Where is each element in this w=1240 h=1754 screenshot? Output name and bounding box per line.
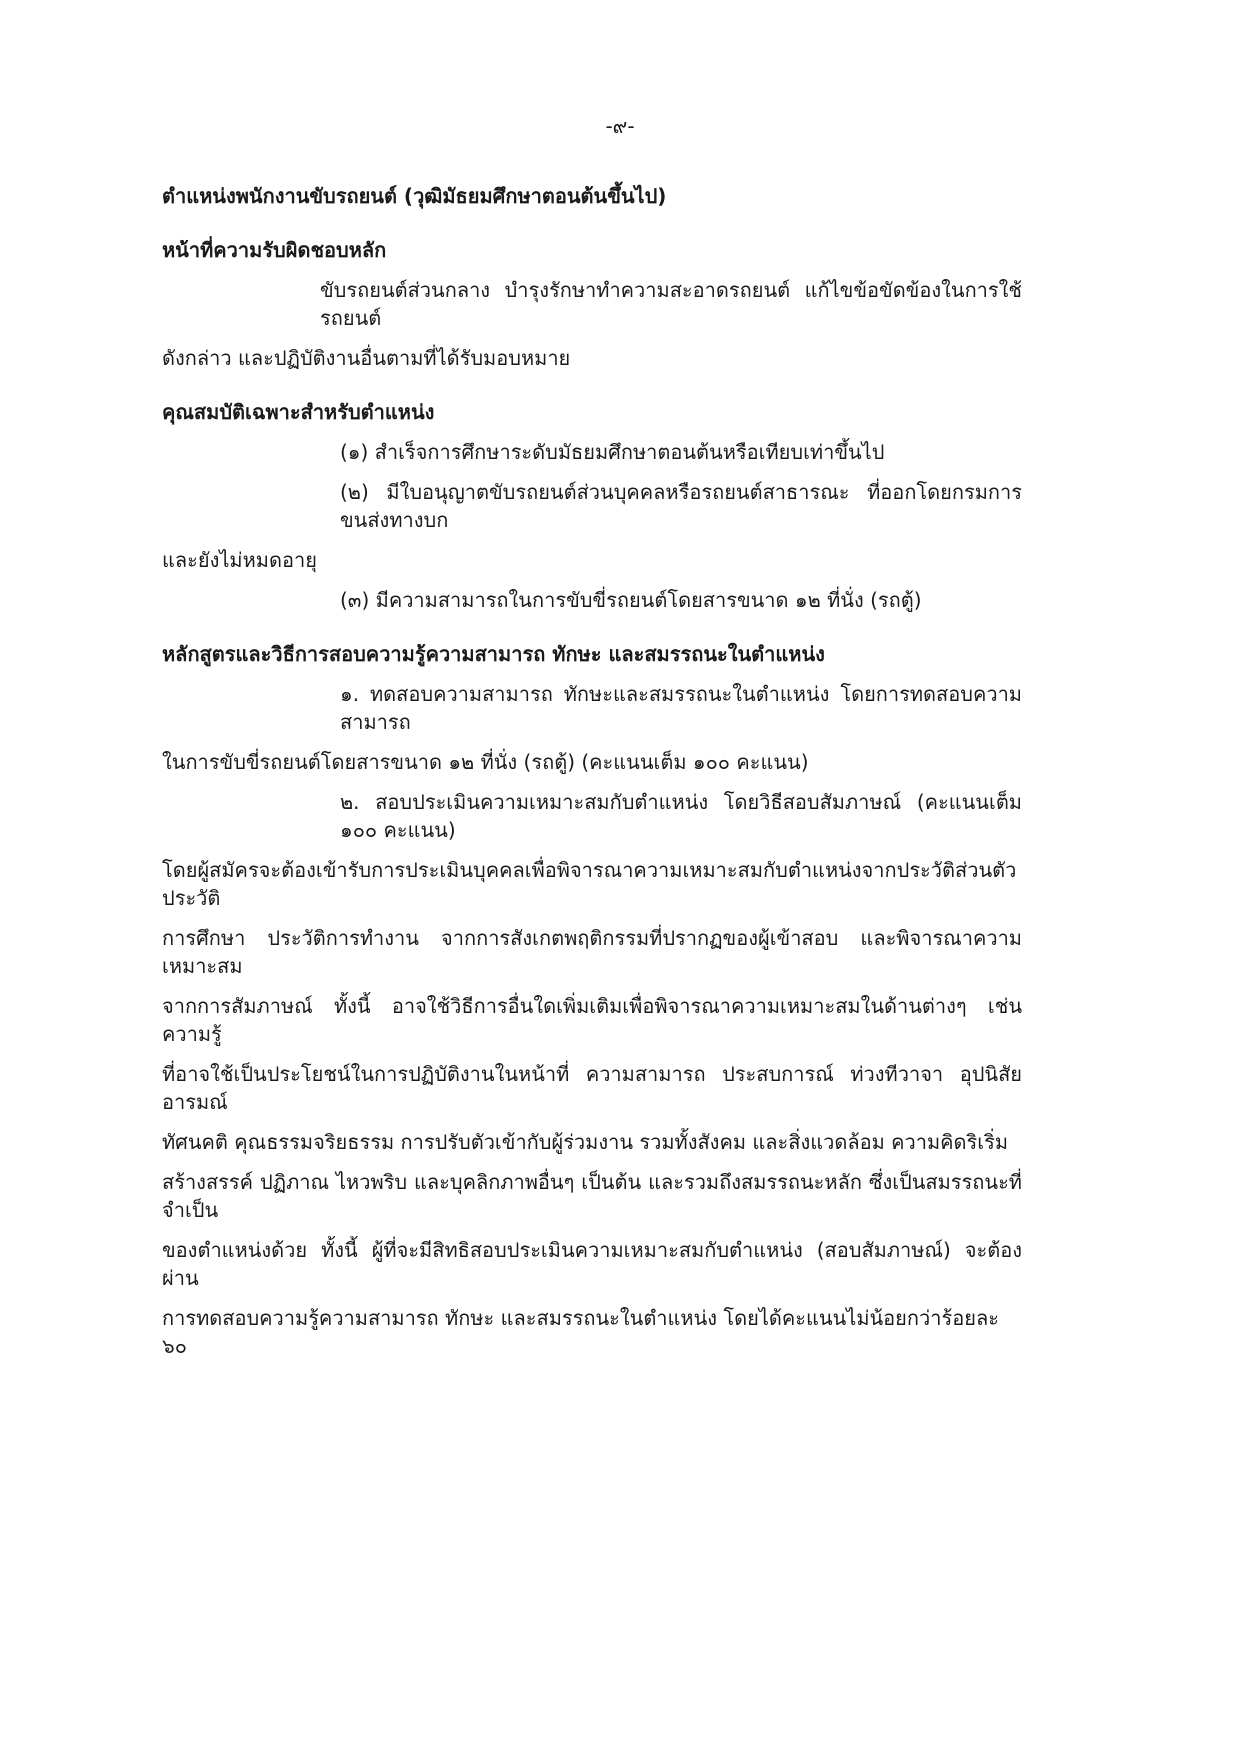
duties-heading: หน้าที่ความรับผิดชอบหลัก xyxy=(162,238,387,262)
duties-line: ดังกล่าว และปฏิบัติงานอื่นตามที่ได้รับมอบหมาย xyxy=(162,346,571,370)
exam-heading: หลักสูตรและวิธีการสอบความรู้ความสามารถ ทักษะ และสมรรถนะในตำแหน่ง xyxy=(162,642,825,666)
qualification-item: (๑) สำเร็จการศึกษาระดับมัธยมศึกษาตอนต้นหรือเทียบเท่าขึ้นไป xyxy=(340,440,885,464)
exam-line: ที่อาจใช้เป็นประโยชน์ในการปฏิบัติงานในหน้าที่ ความสามารถ ประสบการณ์ ท่วงทีวาจา อุปนิสัย อารมณ์ xyxy=(162,1062,1022,1114)
page-title: ตำแหน่งพนักงานขับรถยนต์ (วุฒิมัธยมศึกษาตอนต้นขึ้นไป) xyxy=(162,184,667,208)
exam-line: โดยผู้สมัครจะต้องเข้ารับการประเมินบุคคลเพื่อพิจารณาความเหมาะสมกับตำแหน่งจากประวัติส่วนตัว ประวัติ xyxy=(162,858,1017,910)
qualifications-heading: คุณสมบัติเฉพาะสำหรับตำแหน่ง xyxy=(162,400,435,424)
exam-line: การทดสอบความรู้ความสามารถ ทักษะ และสมรรถนะในตำแหน่ง โดยได้คะแนนไม่น้อยกว่าร้อยละ ๖๐ xyxy=(162,1306,999,1358)
exam-line: ๒. สอบประเมินความเหมาะสมกับตำแหน่ง โดยวิธีสอบสัมภาษณ์ (คะแนนเต็ม ๑๐๐ คะแนน) xyxy=(340,790,1022,842)
qualification-item: (๓) มีความสามารถในการขับขี่รถยนต์โดยสารขนาด ๑๒ ที่นั่ง (รถตู้) xyxy=(340,588,922,612)
qualification-item-continued: และยังไม่หมดอายุ xyxy=(162,548,317,572)
qualification-item: (๒) มีใบอนุญาตขับรถยนต์ส่วนบุคคลหรือรถยนต์สาธารณะ ที่ออกโดยกรมการขนส่งทางบก xyxy=(340,480,1022,532)
exam-line: ในการขับขี่รถยนต์โดยสารขนาด ๑๒ ที่นั่ง (รถตู้) (คะแนนเต็ม ๑๐๐ คะแนน) xyxy=(162,750,809,774)
exam-line: ๑. ทดสอบความสามารถ ทักษะและสมรรถนะในตำแหน่ง โดยการทดสอบความสามารถ xyxy=(340,682,1022,734)
page-number: -๙- xyxy=(605,114,635,138)
exam-line: การศึกษา ประวัติการทำงาน จากการสังเกตพฤติกรรมที่ปรากฏของผู้เข้าสอบ และพิจารณาความเหมาะสม xyxy=(162,926,1022,978)
exam-line: จากการสัมภาษณ์ ทั้งนี้ อาจใช้วิธีการอื่นใดเพิ่มเติมเพื่อพิจารณาความเหมาะสมในด้านต่างๆ เช่น ความรู้ xyxy=(162,994,1022,1046)
duties-line: ขับรถยนต์ส่วนกลาง บำรุงรักษาทำความสะอาดรถยนต์ แก้ไขข้อขัดข้องในการใช้รถยนต์ xyxy=(320,278,1022,330)
exam-line: ทัศนคติ คุณธรรมจริยธรรม การปรับตัวเข้ากับผู้ร่วมงาน รวมทั้งสังคม และสิ่งแวดล้อม ความคิดริเริ่ม xyxy=(162,1130,1009,1154)
exam-line: สร้างสรรค์ ปฏิภาณ ไหวพริบ และบุคลิกภาพอื่นๆ เป็นต้น และรวมถึงสมรรถนะหลัก ซึ่งเป็นสมรรถนะที่จำเป็น xyxy=(162,1170,1022,1222)
document-body xyxy=(162,140,1022,1360)
exam-line: ของตำแหน่งด้วย ทั้งนี้ ผู้ที่จะมีสิทธิสอบประเมินความเหมาะสมกับตำแหน่ง (สอบสัมภาษณ์) จะต้องผ่าน xyxy=(162,1238,1022,1290)
